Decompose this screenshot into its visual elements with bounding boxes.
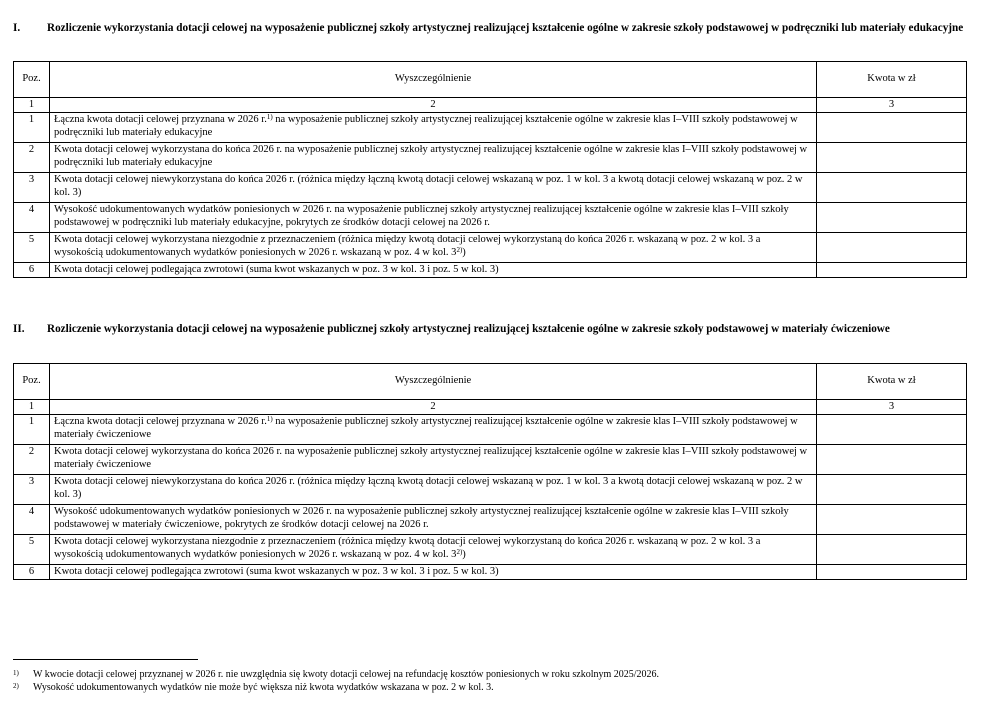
column-index-row: [14, 98, 967, 113]
table-row: [14, 143, 967, 173]
column-index-row: [14, 400, 967, 415]
amount-cell[interactable]: [817, 535, 967, 565]
amount-cell[interactable]: [817, 445, 967, 475]
row-poz: 3: [14, 173, 50, 203]
header-amount: Kwota w zł: [817, 62, 967, 98]
row-description: Kwota dotacji celowej podlegająca zwrotowi (suma kwot wskazanych w poz. 3 w kol. 3 i poz. 5 w kol. 3): [50, 263, 817, 278]
table-row: [14, 415, 967, 445]
row-poz: 1: [14, 415, 50, 445]
column-index: 1: [14, 400, 50, 415]
column-index: 3: [817, 400, 967, 415]
footnote-text: Wysokość udokumentowanych wydatków nie może być większa niż kwota wydatków wskazana w poz. 2 w kol. 3.: [33, 682, 494, 693]
row-description: Łączna kwota dotacji celowej przyznana w 2026 r.$^{1)}$ na wyposażenie publicznej szkoły artystycznej realizującej kształcenie ogólne w zakresie klas I–VIII szkoły podstawowej w materiały ćwiczeniowe: [50, 415, 817, 445]
header-description: Wyszczególnienie: [50, 364, 817, 400]
row-poz: 1: [14, 113, 50, 143]
header-amount: Kwota w zł: [817, 364, 967, 400]
row-description: Kwota dotacji celowej niewykorzystana do końca 2026 r. (różnica między łączną kwotą dotacji celowej wskazaną w poz. 1 w kol. 3 a kwotą dotacji celowej wskazaną w poz. 2 w kol. 3): [50, 475, 817, 505]
section-2-number: II.: [13, 323, 25, 335]
amount-cell[interactable]: [817, 113, 967, 143]
section-2-table: [13, 363, 967, 580]
column-index: 2: [50, 98, 817, 113]
amount-cell[interactable]: [817, 565, 967, 580]
table-header-row: [14, 62, 967, 98]
column-index: 1: [14, 98, 50, 113]
row-poz: 4: [14, 505, 50, 535]
footnote-separator: [13, 659, 198, 660]
amount-cell[interactable]: [817, 203, 967, 233]
row-description: Kwota dotacji celowej wykorzystana do końca 2026 r. na wyposażenie publicznej szkoły artystycznej realizującej kształcenie ogólne w zakresie klas I–VIII szkoły podstawowej w podręczniki lub materiały edukacyjne: [50, 143, 817, 173]
table-row: [14, 445, 967, 475]
section-1-number: I.: [13, 22, 21, 34]
header-description: Wyszczególnienie: [50, 62, 817, 98]
amount-cell[interactable]: [817, 505, 967, 535]
table-row: [14, 475, 967, 505]
table-row: [14, 535, 967, 565]
table-row: [14, 263, 967, 278]
row-description: Wysokość udokumentowanych wydatków poniesionych w 2026 r. na wyposażenie publicznej szkoły artystycznej realizującej kształcenie ogólne w zakresie klas I–VIII szkoły podstawowej w podręczniki lub materiały edukacyjne, pokrytych ze środków dotacji celowej na 2026 r.: [50, 203, 817, 233]
table-row: [14, 173, 967, 203]
row-poz: 4: [14, 203, 50, 233]
amount-cell[interactable]: [817, 233, 967, 263]
amount-cell[interactable]: [817, 415, 967, 445]
table-row: [14, 233, 967, 263]
table-row: [14, 565, 967, 580]
table-row: [14, 113, 967, 143]
footnote-text: W kwocie dotacji celowej przyznanej w 2026 r. nie uwzględnia się kwoty dotacji celowej na refundację kosztów poniesionych w roku szkolnym 2025/2026.: [33, 669, 660, 680]
section-2-title: Rozliczenie wykorzystania dotacji celowej na wyposażenie publicznej szkoły artystycznej realizującej kształcenie ogólne w zakresie szkoły podstawowej w materiały ćwiczeniowe: [47, 323, 890, 335]
amount-cell[interactable]: [817, 173, 967, 203]
header-poz: Poz.: [14, 364, 50, 400]
column-index: 2: [50, 400, 817, 415]
row-description: Łączna kwota dotacji celowej przyznana w 2026 r.$^{1)}$ na wyposażenie publicznej szkoły artystycznej realizującej kształcenie ogólne w zakresie klas I–VIII szkoły podstawowej w podręczniki lub materiały edukacyjne: [50, 113, 817, 143]
row-description: Kwota dotacji celowej wykorzystana niezgodnie z przeznaczeniem (różnica między kwotą dotacji celowej wykorzystaną do końca 2026 r. wskazaną w poz. 2 w kol. 3 a wysokością udokumentowanych wydatków poniesionych w 2026 r. wskazaną w poz. 4 w kol. 3$^{2)}$): [50, 233, 817, 263]
row-poz: 5: [14, 535, 50, 565]
footnote-mark: 2): [13, 682, 19, 690]
section-1-table: [13, 61, 967, 278]
row-poz: 6: [14, 263, 50, 278]
table-row: [14, 203, 967, 233]
row-poz: 5: [14, 233, 50, 263]
amount-cell[interactable]: [817, 475, 967, 505]
section-1-title: Rozliczenie wykorzystania dotacji celowej na wyposażenie publicznej szkoły artystycznej realizującej kształcenie ogólne w zakresie szkoły podstawowej w podręczniki lub materiały edukacyjne: [47, 22, 964, 34]
table-header-row: [14, 364, 967, 400]
footnote-ref: 2): [456, 245, 463, 254]
row-description: Kwota dotacji celowej wykorzystana do końca 2026 r. na wyposażenie publicznej szkoły artystycznej realizującej kształcenie ogólne w zakresie klas I–VIII szkoły podstawowej w materiały ćwiczeniowe: [50, 445, 817, 475]
row-description: Kwota dotacji celowej podlegająca zwrotowi (suma kwot wskazanych w poz. 3 w kol. 3 i poz. 5 w kol. 3): [50, 565, 817, 580]
footnote-ref: 2): [456, 547, 463, 556]
header-poz: Poz.: [14, 62, 50, 98]
row-poz: 2: [14, 445, 50, 475]
footnote-ref: 1): [266, 113, 273, 121]
row-description: Kwota dotacji celowej niewykorzystana do końca 2026 r. (różnica między łączną kwotą dotacji celowej wskazaną w poz. 1 w kol. 3 a kwotą dotacji celowej wskazaną w poz. 2 w kol. 3): [50, 173, 817, 203]
row-description: Wysokość udokumentowanych wydatków poniesionych w 2026 r. na wyposażenie publicznej szkoły artystycznej realizującej kształcenie ogólne w zakresie klas I–VIII szkoły podstawowej w materiały ćwiczeniowe, pokrytych ze środków dotacji celowej na 2026 r.: [50, 505, 817, 535]
column-index: 3: [817, 98, 967, 113]
footnote-mark: 1): [13, 669, 19, 677]
row-poz: 3: [14, 475, 50, 505]
amount-cell[interactable]: [817, 263, 967, 278]
table-row: [14, 505, 967, 535]
row-description: Kwota dotacji celowej wykorzystana niezgodnie z przeznaczeniem (różnica między kwotą dotacji celowej wykorzystaną do końca 2026 r. wskazaną w poz. 2 w kol. 3 a wysokością udokumentowanych wydatków poniesionych w 2026 r. wskazaną w poz. 4 w kol. 3$^{2)}$): [50, 535, 817, 565]
row-poz: 2: [14, 143, 50, 173]
amount-cell[interactable]: [817, 143, 967, 173]
footnote-ref: 1): [266, 415, 273, 423]
row-poz: 6: [14, 565, 50, 580]
